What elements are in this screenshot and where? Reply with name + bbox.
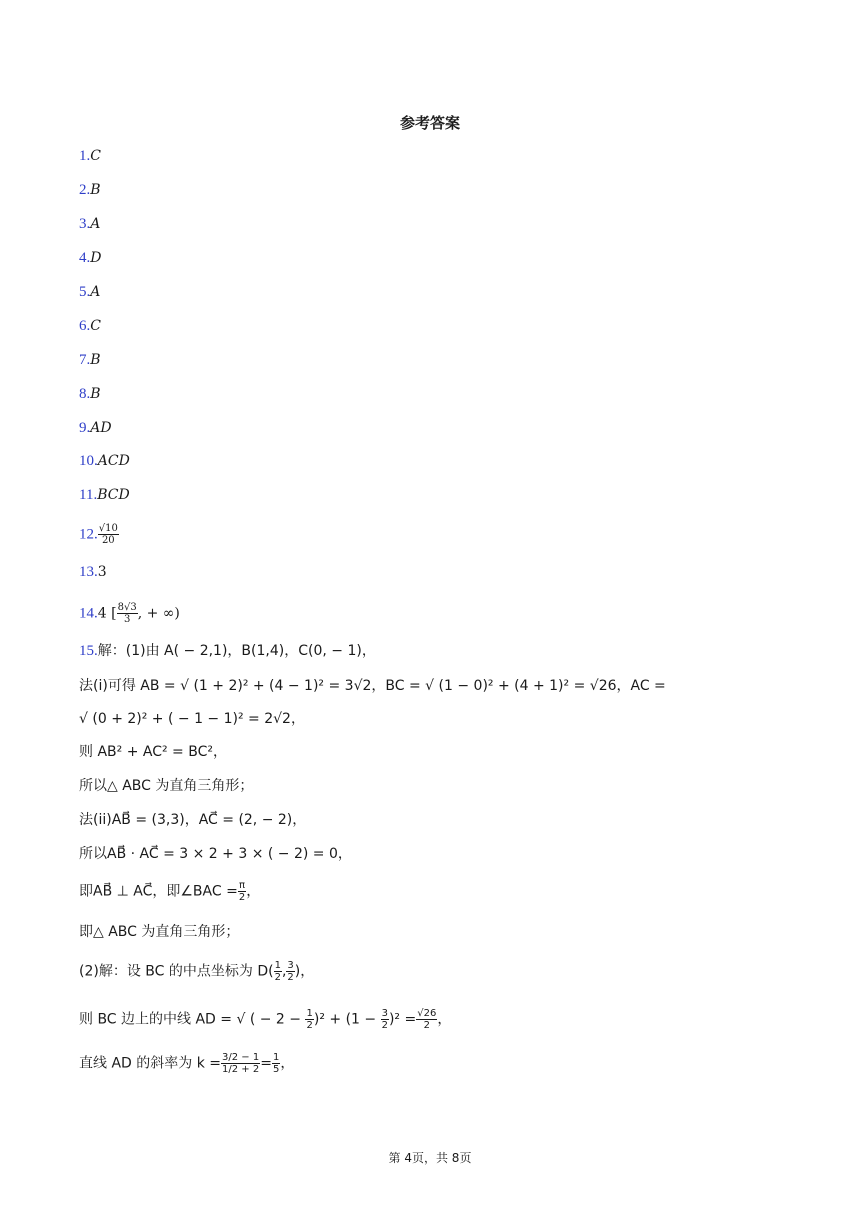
- answer-11: [79, 485, 130, 505]
- answer-number: 7.: [79, 352, 91, 368]
- answer-value: C: [90, 148, 101, 164]
- fraction: [381, 1008, 389, 1031]
- answer-value: 3: [97, 564, 107, 580]
- solution-line-7: 所以AB⃗ · AC⃗ = 3 × 2 + 3 × ( − 2) = 0，: [79, 846, 352, 862]
- solution-text: 直线 AD 的斜率为 k =: [79, 1055, 221, 1072]
- fraction: [286, 960, 294, 983]
- denominator: 20: [101, 535, 115, 546]
- answer-value: B: [90, 182, 101, 198]
- answer-value-tail: , + ∞): [137, 605, 180, 622]
- denominator: 1/2 + 2: [222, 1064, 260, 1075]
- answer-8: [79, 384, 101, 404]
- answer-value: D: [90, 250, 102, 266]
- solution-line-10: (2)解：设 BC 的中点坐标为 D( $\frac{1}{2}$ , $\frac{3}{2}$ )，: [79, 960, 315, 983]
- numerator: 3: [381, 1008, 388, 1019]
- solution-text: 即AB⃗ ⊥ AC⃗，即∠BAC =: [79, 883, 238, 900]
- numerator: 1: [272, 1052, 280, 1063]
- answer-number: 1.: [79, 148, 91, 164]
- fraction: [117, 602, 138, 625]
- answer-value: AD: [90, 420, 112, 436]
- solution-text: ，: [280, 1055, 295, 1072]
- answer-number: 15.: [79, 643, 98, 659]
- solution-text: )² + (1 −: [313, 1011, 381, 1028]
- answer-number: 12.: [79, 526, 98, 543]
- answer-number: 9.: [79, 420, 91, 436]
- answer-number: 14.: [79, 605, 98, 622]
- fraction: [416, 1008, 437, 1031]
- fraction: [274, 960, 282, 983]
- numerator: 1: [274, 960, 281, 971]
- denominator: 2: [287, 972, 294, 983]
- answer-value: BCD: [97, 487, 130, 503]
- answer-number: 6.: [79, 318, 91, 334]
- solution-text: )² =: [388, 1011, 417, 1028]
- solution-text: =: [260, 1055, 272, 1072]
- solution-text: ，: [437, 1011, 452, 1028]
- solution-text: 解：(1)由 A( − 2,1)，B(1,4)，C(0, − 1)，: [97, 643, 376, 659]
- solution-text: (2)解：设 BC 的中点坐标为 D(: [79, 963, 274, 980]
- answer-value: A: [90, 284, 101, 300]
- solution-line-3: √ (0 + 2)² + ( − 1 − 1)² = 2√2，: [79, 711, 305, 727]
- solution-line-5: 所以△ ABC 为直角三角形；: [79, 778, 254, 794]
- solution-text: )，: [294, 963, 315, 980]
- answer-10: [79, 451, 130, 471]
- solution-line-9: 即△ ABC 为直角三角形；: [79, 924, 240, 940]
- numerator: √10: [98, 523, 118, 534]
- answer-4: [79, 248, 101, 268]
- answer-13: [79, 562, 107, 582]
- solution-line-12: [79, 1052, 294, 1075]
- answer-3: [79, 214, 100, 234]
- solution-line-2: 法(i)可得 AB = √ (1 + 2)² + (4 − 1)² = 3√2，BC = √ (1 − 0)² + (4 + 1)² = √26，AC =: [79, 678, 666, 694]
- answer-number: 5.: [79, 284, 91, 300]
- solution-line-8: [79, 880, 260, 903]
- denominator: 2: [381, 1020, 388, 1031]
- answer-number: 13.: [79, 564, 98, 580]
- answer-value: 4 [: [97, 605, 117, 622]
- solution-line-4: 则 AB² + AC² = BC²，: [79, 744, 227, 760]
- answer-value: ACD: [97, 453, 130, 469]
- answer-number: 4.: [79, 250, 91, 266]
- numerator: √26: [417, 1008, 437, 1019]
- numerator: 3: [287, 960, 294, 971]
- answer-6: [79, 316, 101, 336]
- denominator: 2: [274, 972, 281, 983]
- answer-value: B: [90, 386, 101, 402]
- numerator: 8√3: [117, 602, 137, 613]
- answer-7: [79, 350, 101, 370]
- solution-line-1: [79, 641, 376, 661]
- answer-9: [79, 418, 112, 438]
- denominator: 2: [306, 1020, 313, 1031]
- numerator: π: [239, 880, 246, 891]
- answer-5: [79, 282, 100, 302]
- solution-line-6: 法(ii)AB⃗ = (3,3)，AC⃗ = (2, − 2)，: [79, 812, 307, 828]
- answer-12: [79, 523, 119, 546]
- answer-number: 10.: [79, 453, 98, 469]
- fraction: [305, 1008, 313, 1031]
- page-footer: 第 4页，共 8页: [388, 1151, 472, 1165]
- numerator: 1: [306, 1008, 313, 1019]
- denominator: 2: [423, 1020, 430, 1031]
- answer-value: A: [90, 216, 101, 232]
- answer-14: [79, 602, 180, 625]
- solution-line-11: [79, 1008, 451, 1031]
- answer-2: [79, 180, 101, 200]
- solution-text: ，: [246, 883, 261, 900]
- denominator: 2: [238, 892, 246, 903]
- denominator: 3: [123, 614, 131, 625]
- answer-number: 2.: [79, 182, 91, 198]
- fraction: [238, 880, 246, 903]
- fraction: [221, 1052, 260, 1075]
- answer-value: C: [90, 318, 101, 334]
- answer-number: 3.: [79, 216, 91, 232]
- page-title: 参考答案: [399, 114, 460, 132]
- denominator: 5: [272, 1064, 280, 1075]
- numerator: 3/2 − 1: [222, 1052, 260, 1063]
- solution-text: 则 BC 边上的中线 AD = √ ( − 2 −: [79, 1011, 306, 1028]
- answer-number: 11.: [79, 487, 98, 503]
- answer-number: 8.: [79, 386, 91, 402]
- answer-1: [79, 146, 101, 166]
- answer-value: B: [90, 352, 101, 368]
- fraction: [98, 523, 119, 546]
